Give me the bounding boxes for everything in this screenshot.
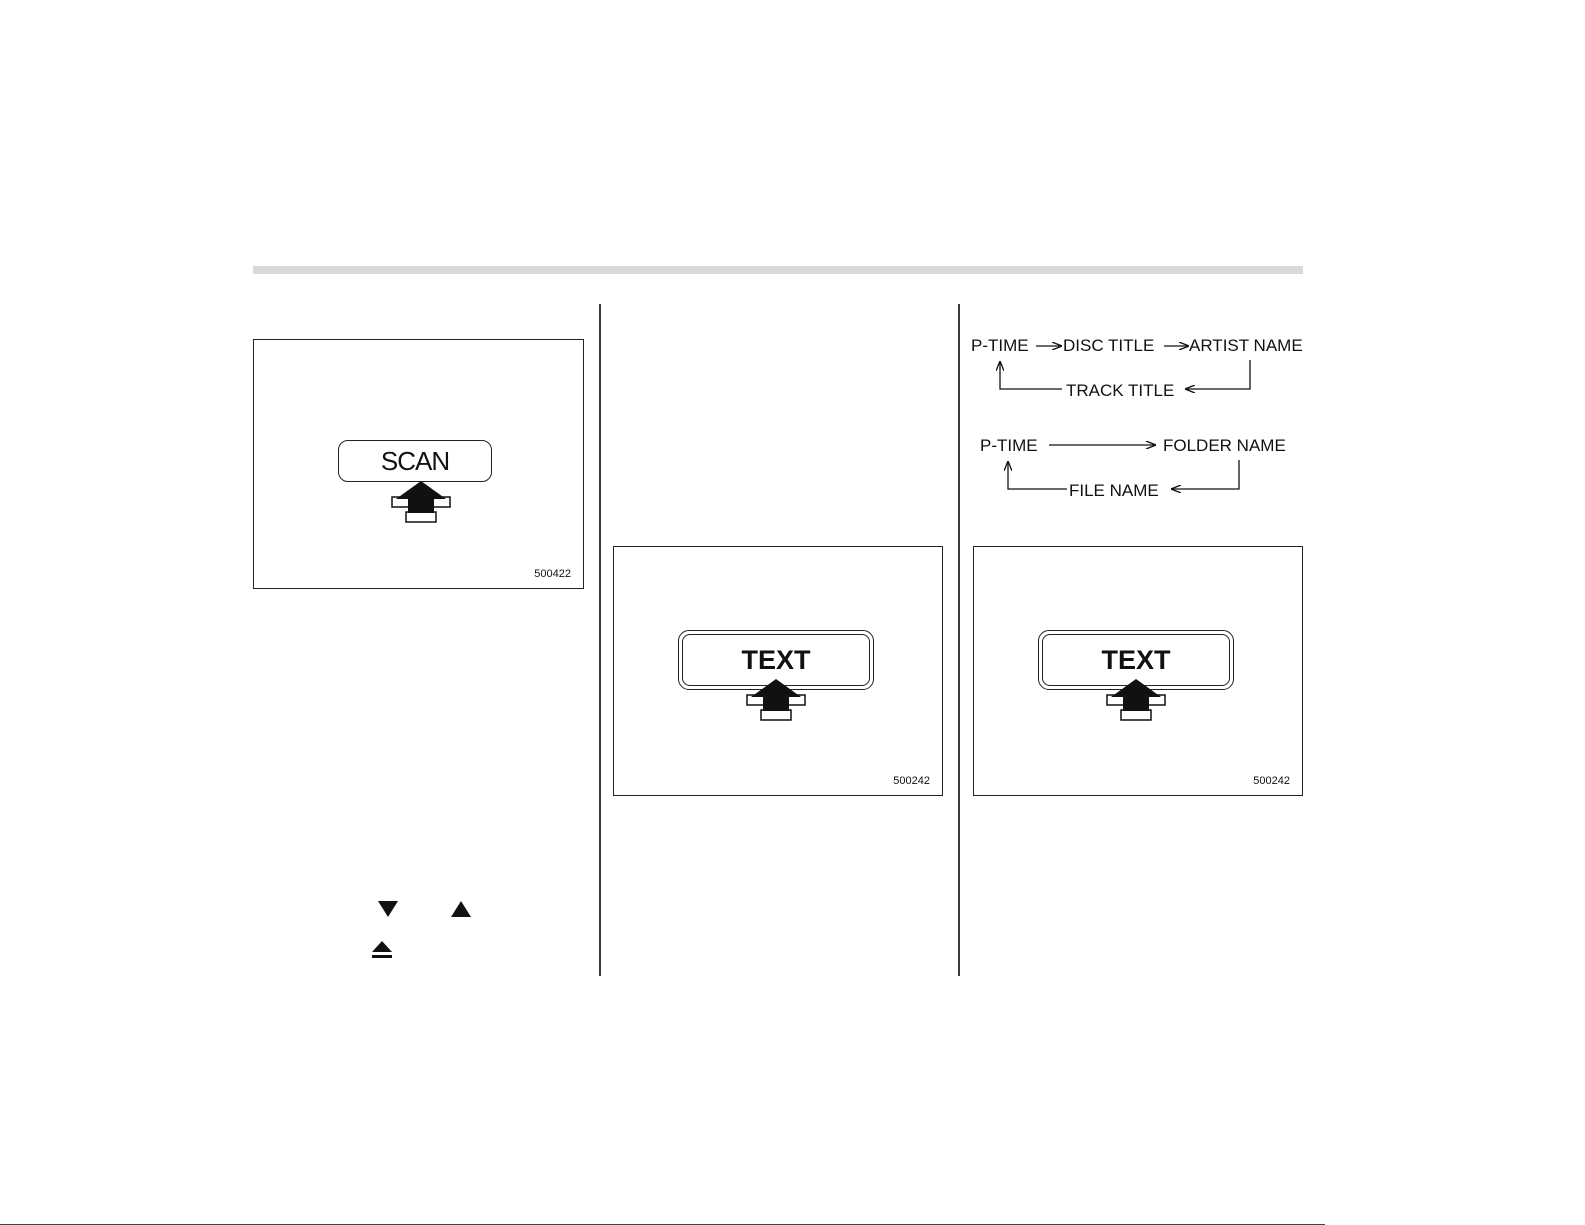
cd-artist-name-label: ARTIST NAME	[1189, 336, 1303, 355]
mp3-folder-name-label: FOLDER NAME	[1163, 436, 1286, 455]
cd-p-time-label: P-TIME	[971, 336, 1029, 355]
text-figure-right	[973, 546, 1303, 796]
scan-figure	[253, 339, 584, 589]
scan-button-label: SCAN	[380, 445, 450, 476]
text-button-label: TEXT	[1101, 644, 1171, 675]
text-figure-middle	[613, 546, 943, 796]
figure-id: 500422	[534, 568, 571, 580]
eject-icon	[371, 940, 393, 960]
cd-track-title-label: TRACK TITLE	[1066, 381, 1175, 400]
mp3-p-time-label: P-TIME	[980, 436, 1038, 455]
mp3-file-name-label: FILE NAME	[1069, 481, 1159, 500]
press-arrow-icon	[391, 479, 451, 524]
triangle-up-icon	[450, 900, 472, 918]
header-bar	[253, 266, 1303, 274]
triangle-down-icon	[377, 900, 399, 918]
press-arrow-icon	[1106, 677, 1166, 722]
scan-button	[338, 440, 492, 482]
press-arrow-icon	[746, 677, 806, 722]
figure-id: 500242	[1253, 775, 1290, 787]
cd-disc-title-label: DISC TITLE	[1063, 336, 1155, 355]
column-divider-left	[599, 304, 601, 976]
figure-id: 500242	[893, 775, 930, 787]
text-button-label: TEXT	[741, 644, 811, 675]
